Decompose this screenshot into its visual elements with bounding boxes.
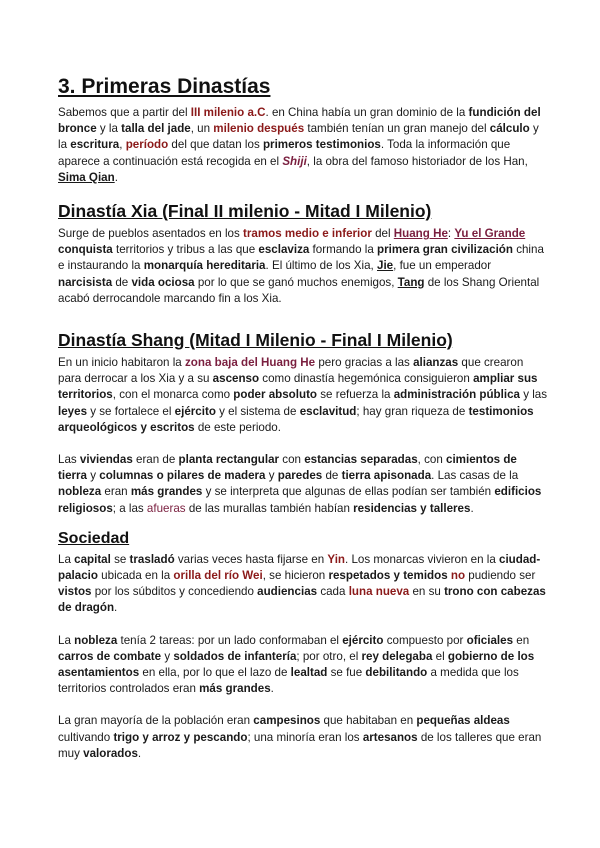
document-page <box>58 74 548 762</box>
section-heading-shang: Dinastía Shang (Mitad I Milenio - Final I Milenio) <box>58 330 453 351</box>
sociedad-paragraph-3: La gran mayoría de la población eran campesinos que habitaban en pequeñas aldeas cultivando trigo y arroz y pescando; una minoría eran los artesanos de los talleres que eran muy valorados. <box>58 714 542 760</box>
sociedad-paragraph-1: La capital se trasladó varias veces hasta fijarse en Yin. Los monarcas vivieron en la ciudad-palacio ubicada en la orilla del río Wei, se hicieron respetados y temidos no pudiendo ser vistos por los súbditos y concediendo audiencias cada luna nueva en su trono con cabezas de dragón. <box>58 552 546 615</box>
xia-paragraph: Surge de pueblos asentados en los tramos medio e inferior del Huang He: Yu el Grande conquista territorios y tribus a las que esclaviza formando la primera gran civilización china e instaurando la monarquía hereditaria. El último de los Xia, Jie, fue un emperador narcisista de vida ociosa por lo que se ganó muchos enemigos, Tang de los Shang Oriental acabó derrocandole marcando fin a los Xia. <box>58 227 544 305</box>
shang-paragraph-2: Las viviendas eran de planta rectangular con estancias separadas, con cimientos de tierra y columnas o pilares de madera y paredes de tierra apisonada. Las casas de la nobleza eran más grandes y se interpreta que algunas de ellas podían ser también edificios religiosos; a las afueras de las murallas también habían residencias y talleres. <box>58 453 542 515</box>
page-title: 3. Primeras Dinastías <box>58 75 271 98</box>
shiji-term: Shiji <box>282 154 307 168</box>
intro-paragraph: Sabemos que a partir del III milenio a.C. en China había un gran dominio de la fundición del bronce y la talla del jade, un milenio después también tenían un gran manejo del cálculo y la escritura, período del que datan los primeros testimonios. Toda la información que aparece a continuación está recogida en el Shiji, la obra del famoso historiador de los Han, Sima Qian. <box>58 106 541 184</box>
sociedad-paragraph-2: La nobleza tenía 2 tareas: por un lado conformaban el ejército compuesto por oficiales en carros de combate y soldados de infantería; por otro, el rey delegaba el gobierno de los asentamientos en ella, por lo que el lazo de lealtad se fue debilitando a medida que los territorios controlados eran más grandes. <box>58 633 535 696</box>
section-heading-xia: Dinastía Xia (Final II milenio - Mitad I Milenio) <box>58 201 432 222</box>
shang-paragraph-1: En un inicio habitaron la zona baja del Huang He pero gracias a las alianzas que crearon para derrocar a los Xia y a su ascenso como dinastía hegemónica consiguieron ampliar sus territorios, con el monarca como poder absoluto se refuerza la administración pública y las leyes y se fortalece el ejército y el sistema de esclavitud; hay gran riqueza de testimonios arqueológicos y escritos de este periodo. <box>58 356 548 434</box>
section-heading-sociedad: Sociedad <box>58 529 130 547</box>
